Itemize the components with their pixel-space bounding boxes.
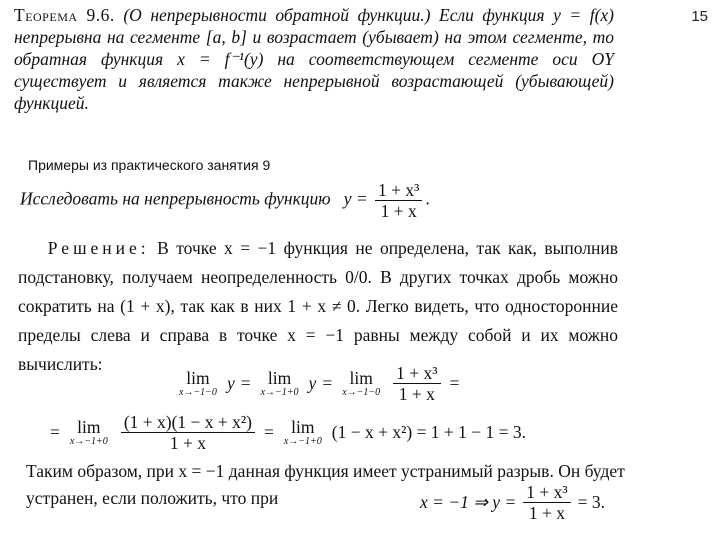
limit-left-2-sub: x→−1−0 [342,386,381,398]
y-var-2: y [308,373,317,393]
limit-eq2-b-op: lim [291,416,315,437]
limit-left-2 [342,369,380,399]
limits-equation [175,363,459,404]
page-number: 15 [691,8,708,25]
limit-eq2-a [70,418,108,448]
theorem-block [14,4,614,114]
eq2-fraction-num: (1 + x)(1 − x + x²) [121,412,255,433]
limit-left-sub: x→−1−0 [179,386,217,398]
eq2-equals: = [263,422,274,442]
conclusion-result: = 3. [577,492,605,512]
eq2-fraction [121,412,255,453]
eq2-fraction-den: 1 + x [169,433,206,453]
limit-right-op: lim [267,367,292,388]
task-end: . [425,188,430,209]
conclusion-fraction [523,482,570,523]
task-fraction [375,180,422,221]
task-fraction-num: 1 + x³ [375,180,422,201]
equals-1: = [240,373,251,393]
limit-left-2-op: lim [349,367,373,388]
task-fraction-den: 1 + x [380,201,417,221]
limit-eq2-a-sub: x→−1+0 [69,435,108,447]
limit-eq2-b [284,418,322,448]
theorem-text: (О непрерывности обратной функции.) Если функция y = f(x) непрерывна на сегменте [a, b] и возрастает (убывает) на этом сегменте, то обратная функция x = f⁻¹(y) на соответствующем сегменте оси OY существует и является также непрерывной возрастающей (убывающей) функцией. [14,5,614,113]
theorem-label: Теорема 9.6. [14,5,115,25]
conclusion-fraction-den: 1 + x [528,503,565,523]
limit-left [179,369,217,399]
eq2-tail: (1 − x + x²) = 1 + 1 − 1 = 3. [331,422,527,442]
eq1-fraction-num: 1 + x³ [393,363,440,384]
limit-left-op: lim [186,367,210,388]
conclusion-cond: x = −1 ⇒ y = [420,492,517,512]
task-statement [20,180,430,221]
limit-right [261,369,299,399]
eq1-fraction-den: 1 + x [398,384,435,404]
equals-3: = [449,373,460,393]
limit-eq2-a-op: lim [77,416,101,437]
conclusion-formula [420,482,605,523]
conclusion-text: Таким образом, при x = −1 данная функция имеет устранимый разрыв. Он будет устранен, если положить, что при [26,461,625,508]
limit-eq2-b-sub: x→−1+0 [283,435,322,447]
eq1-fraction [393,363,440,404]
task-text: Исследовать на непрерывность функцию [20,188,331,209]
conclusion-fraction-num: 1 + x³ [523,482,570,503]
solution-text: В точке x = −1 функция не определена, так как, выполнив подстановку, получаем неопределенность 0/0. В других точках дробь можно сократить на (1 + x), так как в них 1 + x ≠ 0. Легко видеть, что односторонние пределы слева и справа в точке x = −1 равны между собой и их можно вычислить: [18,238,619,374]
limit-right-sub: x→−1+0 [260,386,299,398]
equals-2: = [322,373,333,393]
solution-block [18,234,618,379]
solution-label: Решение: [47,238,150,258]
task-lhs: y = [343,188,368,209]
eq2-lead: = [50,422,60,442]
limit-computation [50,412,526,453]
examples-caption: Примеры из практического занятия 9 [28,157,271,173]
y-var-1: y [226,373,235,393]
